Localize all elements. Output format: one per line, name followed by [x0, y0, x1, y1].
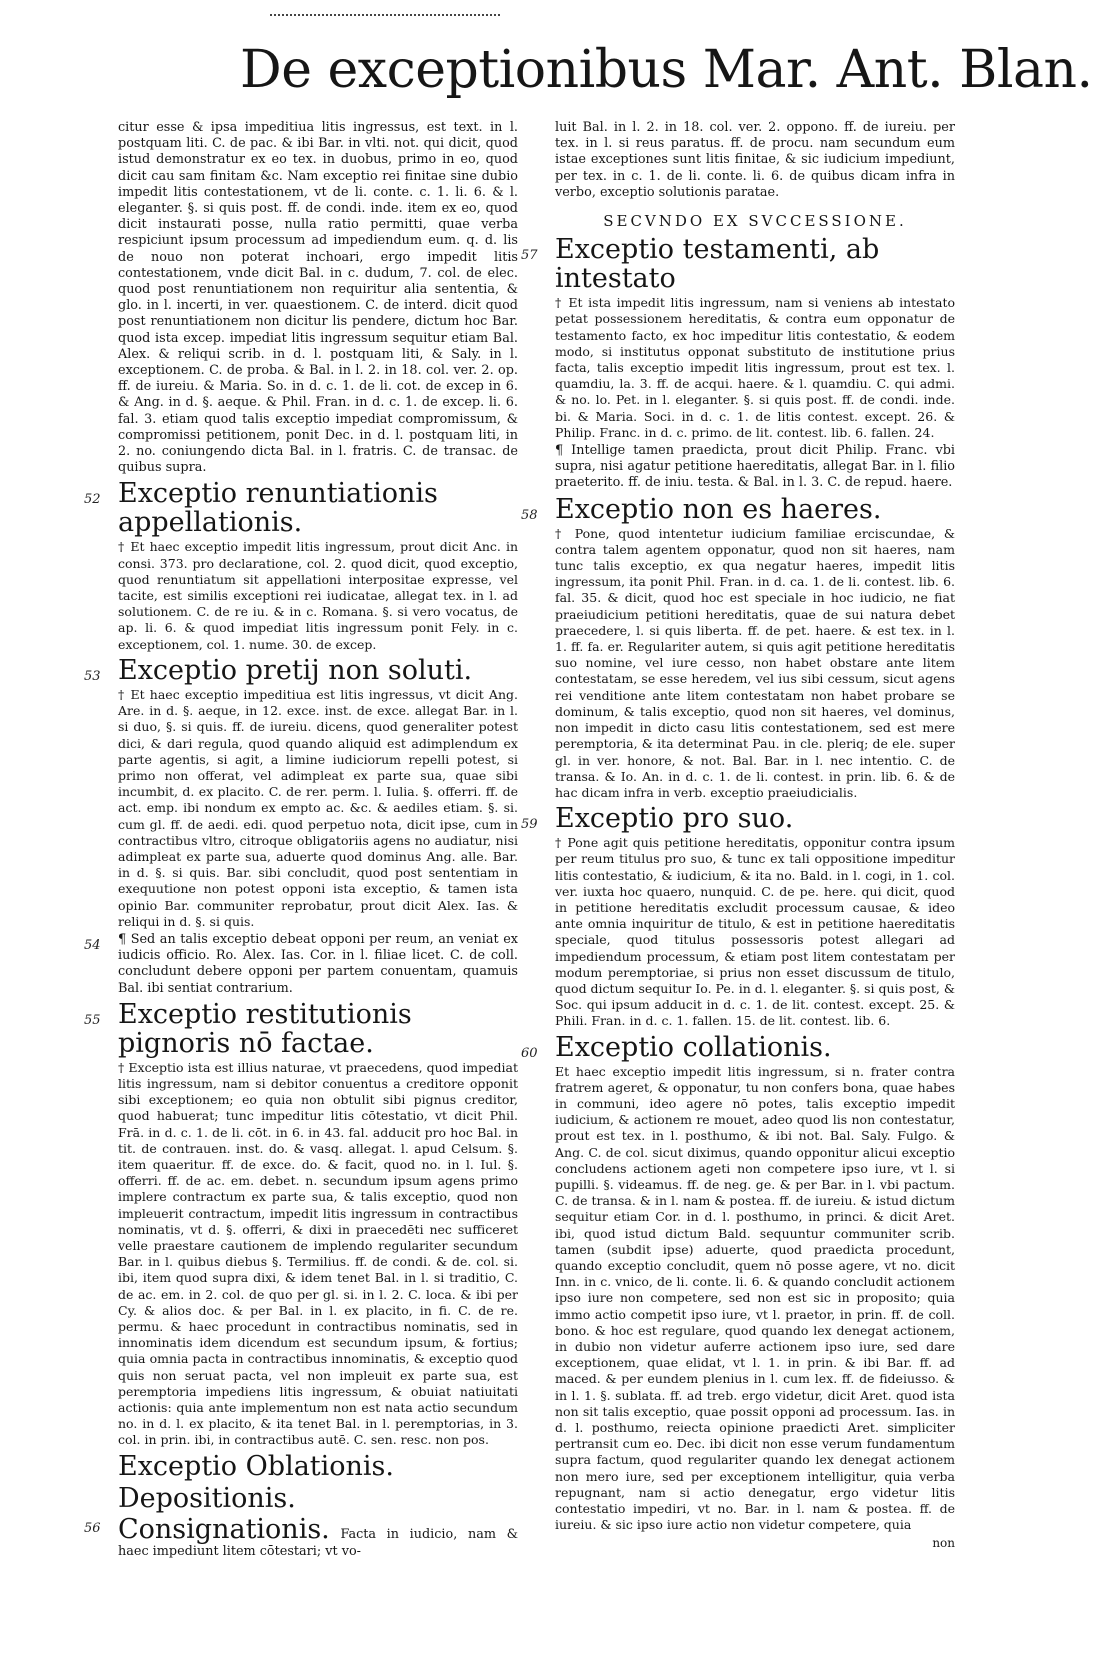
- section-heading: [521, 234, 955, 295]
- heading-text: Exceptio collationis.: [555, 1031, 832, 1063]
- marginal-number: 53: [84, 668, 101, 684]
- section-heading: [521, 493, 955, 525]
- heading-text: Exceptio pro suo.: [555, 803, 794, 835]
- section-heading: [521, 1031, 955, 1063]
- marginal-number: 52: [84, 492, 101, 508]
- right-intro-paragraph: luit Bal. in l. 2. in 18. col. ver. 2. oppono. ff. de iureiu. per tex. in l. si reus paratus. ff. de procu. nam secundum eum istae exceptiones sunt litis finitae, & sic iudicium impediunt, per tex. in c. 1. de li. conte. li. 6. de quibus dicam infra in verbo, exceptio solutionis paratae.: [555, 120, 955, 200]
- section-heading: [84, 478, 518, 539]
- heading-text: Exceptio restitutionis pignoris nō factae.: [118, 998, 412, 1059]
- left-intro-paragraph: citur esse & ipsa impeditiua litis ingressus, est text. in l. postquam liti. C. de pac. & ibi Bar. in vlti. not. qui dicit, quod istud demonstratur ex eo tex. in duobus, primo in eo, quod dicit cau sam finitam &c. Nam exceptio rei finitae sine dubio impedit litis contestationem, vt de li. conte. c. 1. li. 6. & l. eleganter. §. si quis post. ff. de condi. inde. item ex eo, quod dicit instaurati posse, nulla ratio permitti, quae verba respiciunt ipsum processum ad impediendum eum. q. d. lis de nouo non poterat inchoari, ergo impedit litis contestationem, vnde dicit Bal. in c. dudum, 7. col. de elec. quod post renuntiationem non requiritur alia sententia, & glo. in l. incerti, in ver. quaestionem. C. de interd. dicit quod post renuntiationem non dicitur lis pendere, dictum hoc Bar. quod ista excep. impediat litis ingressum sequitur etiam Bal. Alex. & reliqui scrib. in d. l. postquam liti, & Saly. in l. exceptionem. C. de proba. & Bal. in l. 2. in 18. col. ver. 2. op. ff. de iureiu. & Maria. So. in d. c. 1. de li. cot. de excep in 6. & Ang. in d. §. aeque. & Phil. Fran. in d. c. 1. de excep. li. 6. fal. 3. etiam quod talis exceptio impediat compromissum, & compromissi petitionem, ponit Dec. in d. l. postquam liti, in 2. no. coniungendo dicta Bal. in l. fratris. C. de transac. de quibus supra.: [118, 120, 518, 476]
- section-text: Facta in iudicio, nam & haec impediunt litem cōtestari; vt vo-: [118, 1526, 518, 1559]
- consignationis-heading: Consignationis.: [118, 1513, 330, 1545]
- left-column: [84, 120, 518, 1562]
- section-text: † Et haec exceptio impeditiua est litis ingressus, vt dicit Ang. Are. in d. §. aeque, in 12. exce. inst. de exce. allegat Bar. in l. si duo, §. si quis. ff. de iureiu. dicens, quod generaliter potest dici, & dari regula, quod quando aliquid est adimplendum ex parte agentis, si agit, a limine iudiciorum repelli potest, si primo non offerat, vel adimpleat ex parte sua, quae sibi incumbit, d. ex placito. C. de rer. perm. l. Iulia. §. offerri. ff. de act. emp. ibi nondum ex empto ac. &c. & aediles etiam. §. si. cum gl. ff. de aedi. edi. quod perpetuo nota, dicit ipse, cum in contractibus vltro, citroque obligatoriis agens no audiatur, nisi adimpleat ex parte sua, aduerte quod dominus Ang. alle. Bar. in d. §. si quis. Bar. sibi concludit, quod post sententiam in exequutione non potest opponi ista exceptio, & tamen ista opinio Bar. communiter reprobatur, prout dicit Alex. Ias. & reliqui in d. §. si quis.: [118, 686, 518, 929]
- heading-text: Exceptio testamenti, ab intestato: [555, 234, 880, 295]
- section-text: ¶ Sed an talis exceptio debeat opponi per reum, an veniat ex iudicis officio. Ro. Alex. Ias. Cor. in l. filiae licet. C. de coll. concludunt debere opponi per partem conuentam, quamuis Bal. ibi sentiat contrarium.: [118, 931, 518, 996]
- section-text: † Et ista impedit litis ingressum, nam si veniens ab intestato petat possessionem hereditatis, & contra eum opponatur de testamento facto, ex hoc impeditur litis contestatio, & eodem modo, si institutus opponat substituto de institutione prius facta, talis exceptio impedit litis ingressum, prout est tex. l. quamdiu, la. 3. ff. de acqui. haere. & l. quamdiu. C. qui admi. & no. lo. Pet. in l. eleganter. §. si quis post. ff. de condi. inde. bi. & Maria. Soci. in d. c. 1. de litis contest. except. 26. & Philip. Franc. in d. c. primo. de lit. contest. lib. 6. fallen. 24.: [555, 295, 955, 440]
- section-text: † Exceptio ista est illius naturae, vt praecedens, quod impediat litis ingressum, nam si debitor conuentus a creditore opponit sibi exceptionem; eo quia non obtulit sibi pignus creditor, quod habuerat; tunc impeditur litis cōtestatio, vt dicit Phil. Frā. in d. c. 1. de li. cōt. in 6. in 43. fal. adducit pro hoc Bal. in tit. de contrauen. inst. do. & vasq. allegat. l. apud Celsum. §. item quaeritur. ff. de exce. do. & facit, quod no. in l. Iul. §. offerri. ff. de ac. em. debet. n. secundum ipsum agens primo implere contractum ex parte sua, & talis exceptio, quod non impleuerit contractum, impedit litis ingressum in contractibus nominatis, vt d. §. offerri, & dixi in praecedēti nec sufficeret velle praestare cautionem de implendo regulariter secundum Bar. in l. quibus diebus §. Termilius. ff. de condi. & de. col. si. ibi, item quod supra dixi, & idem tenet Bal. in l. si traditio, C. de ac. em. in 2. col. de quo per gl. si. in l. 2. C. loca. & ibi per Cy. & alios doc. & per Bal. in l. ex placito, in fi. C. de re. permu. & haec procedunt in contractibus nominatis, sed in innominatis idem dicendum est secundum ipsum, & fortius; quia omnia pacta in contractibus innominatis, & exceptio quod quis non seruat pacta, vel non impleuit ex parte sua, est peremptoria impediens litis ingressum, & obuiat natiuitati actionis: quia ante implementum non est nata actio secundum no. in d. l. ex placito, & ita tenet Bal. in l. peremptorias, in 3. col. in prin. ibi, in contractibus autē. C. sen. resc. non pos.: [118, 1059, 518, 1448]
- marginal-number: 58: [521, 507, 538, 523]
- catchword: non: [932, 1536, 955, 1551]
- depositionis-heading: Depositionis.: [118, 1482, 296, 1514]
- section-paragraph: [84, 931, 518, 997]
- section-heading: [521, 803, 955, 835]
- section-text: † Et haec exceptio impedit litis ingressum, prout dicit Anc. in consi. 373. pro declaratione, col. 2. quod dicit, quod exceptio, quod renuntiatum sit appellationi interpositae expresse, vel tacite, est similis exceptioni rei iudicatae, allegat tex. in l. ad solutionem. C. de re iu. & in c. Romana. §. si vero vocatus, de ap. li. 6. & quod impediat litis ingressum ponit Fely. in c. exceptionem, col. 1. nume. 30. de excep.: [118, 539, 518, 652]
- marginal-number: 59: [521, 817, 538, 833]
- marginal-number: 57: [521, 248, 538, 264]
- section-heading: [84, 654, 518, 686]
- section-heading: [84, 998, 518, 1059]
- section-text: † Pone, quod intentetur iudicium familiae erciscundae, & contra talem agentem opponatur, quod non sit haeres, nam tunc talis exceptio, ex qua negatur haeres, impedit litis ingressum, ita ponit Phil. Fran. in d. ca. 1. de li. contest. lib. 6. fal. 35. & dicit, quod hoc est speciale in hoc iudicio, ne fiat praeiudicium petitioni hereditatis, quae de sui natura debet praecedere, l. si quis liberta. ff. de pet. haere. & est tex. in l. 1. ff. fa. er. Regulariter autem, si quis agit petitione hereditatis suo nomine, vel iure cesso, non habet obstare ante litem contestatam, se esse heredem, vel ius sibi cessum, sicut agens rei venditione ante litem contestatam non habet probare se dominum, & talis exceptio, quod non sit haeres, vel dominus, non impedit in dicto casu litis contestationem, sed est mere peremptoria, & ita determinat Pau. in cle. pleriq; de ele. super gl. in ver. honore, & not. Bal. Bar. in l. nec intentio. C. de transa. & Io. An. in d. c. 1. de li. contest. in prin. lib. 6. & de hac dicam infra in verb. exceptio praeiudicialis.: [555, 525, 955, 800]
- top-print-marks: [270, 14, 500, 20]
- running-title: De exceptionibus Mar. Ant. Blan.: [240, 40, 1093, 100]
- section-text: † Pone agit quis petitione hereditatis, opponitur contra ipsum per reum titulus pro suo, & tunc ex tali oppositione impeditur litis contestatio, & iudicium, & ita no. Bald. in l. cogi, in 1. col. ver. iuxta hoc quaero, nunquid. C. de pe. here. qui dicit, quod in petitione hereditatis excludit processum causae, & ideo ante omnia inquiritur de titulo, & est in petitione haereditatis speciale, quod titulus possessoris potest allegari ad impediendum processum, & etiam post litem contestatam per modum peremptoriae, si prius non esset discussum de titulo, quod dictum sequitur Io. Pe. in d. l. eleganter. §. si quis post, & Soc. qui ipsum adducit in d. c. 1. de lit. contest. except. 25. & Phili. Fran. in d. c. 1. fallen. 15. de lit. contest. lib. 6.: [555, 835, 955, 1029]
- section-title: SECVNDO EX SVCCESSIONE.: [603, 212, 907, 231]
- heading-text: Exceptio non es haeres.: [555, 493, 882, 525]
- heading-text: Exceptio pretij non soluti.: [118, 654, 473, 686]
- oblationis-heading: Exceptio Oblationis.: [118, 1450, 394, 1482]
- section-paragraph: ¶ Intellige tamen praedicta, prout dicit Philip. Franc. vbi supra, nisi agatur petitione haereditatis, allegat Bar. in l. filio praeterito. ff. de iniu. testa. & Bal. in l. 3. C. de repud. haere.: [555, 443, 955, 491]
- marginal-number: 56: [84, 1520, 101, 1536]
- right-column: [521, 120, 955, 1552]
- marginal-number: 60: [521, 1045, 538, 1061]
- consignationis-paragraph: [84, 1513, 518, 1560]
- marginal-number: 54: [84, 937, 101, 953]
- section-text: Et haec exceptio impedit litis ingressum, si n. frater contra fratrem ageret, & opponatur, tu non confers bona, quae habes in communi, ideo agere nō potes, talis exceptio impedit iudicium, & actionem re mouet, adeo quod lis non contestatur, prout est tex. in l. posthumo, & ibi not. Bal. Saly. Fulgo. & Ang. C. de col. sicut diximus, quando opponitur alicui exceptio concludens actionem ageti non competere ipso iure, vt l. si pupilli. §. videamus. ff. de neg. ge. & per Bar. in l. vbi pactum. C. de transa. & in l. nam & postea. ff. de iureiu. & istud dictum sequitur etiam Cor. in d. l. posthumo, in princi. & dicit Aret. ibi, quod istud dictum Bald. sequuntur communiter scrib. tamen (subdit ipse) aduerte, quod praedicta procedunt, quando exceptio concludit, quem nō posse agere, vt no. dicit Inn. in c. vnico, de li. conte. li. 6. & quando concludit actionem ipso iure non competere, sed non est sic in proposito; quia immo actio competit ipso iure, vt l. praetor, in prin. ff. de coll. bono. & hoc est regulare, quod quando lex denegat actionem, in dubio non videtur auferre actionem ipso iure, sed dare exceptionem, quae elidat, vt l. 1. in prin. & ibi Bar. ff. ad maced. & per eundem plenius in l. cum lex. ff. de fideiusso. & in l. 1. §. sublata. ff. ad treb. ergo videtur, dicit Aret. quod ista non sit talis exceptio, quae possit opponi ad processum. Ias. in d. l. posthumo, reiecta opinione praedicti Aret. simpliciter pertransit cum eo. Dec. ibi dicit non esse verum fundamentum supra factum, quod regulariter quando lex denegat actionem non mero iure, sed per exceptionem intelligitur, quia verba repugnant, nam si actio denegatur, ergo videtur litis contestatio impediri, vt no. Bar. in l. nam & postea. ff. de iureiu. & sic ipso iure actio non videtur competere, quia: [555, 1063, 955, 1533]
- marginal-number: 55: [84, 1012, 101, 1028]
- heading-text: Exceptio renuntiationis appellationis.: [118, 478, 438, 539]
